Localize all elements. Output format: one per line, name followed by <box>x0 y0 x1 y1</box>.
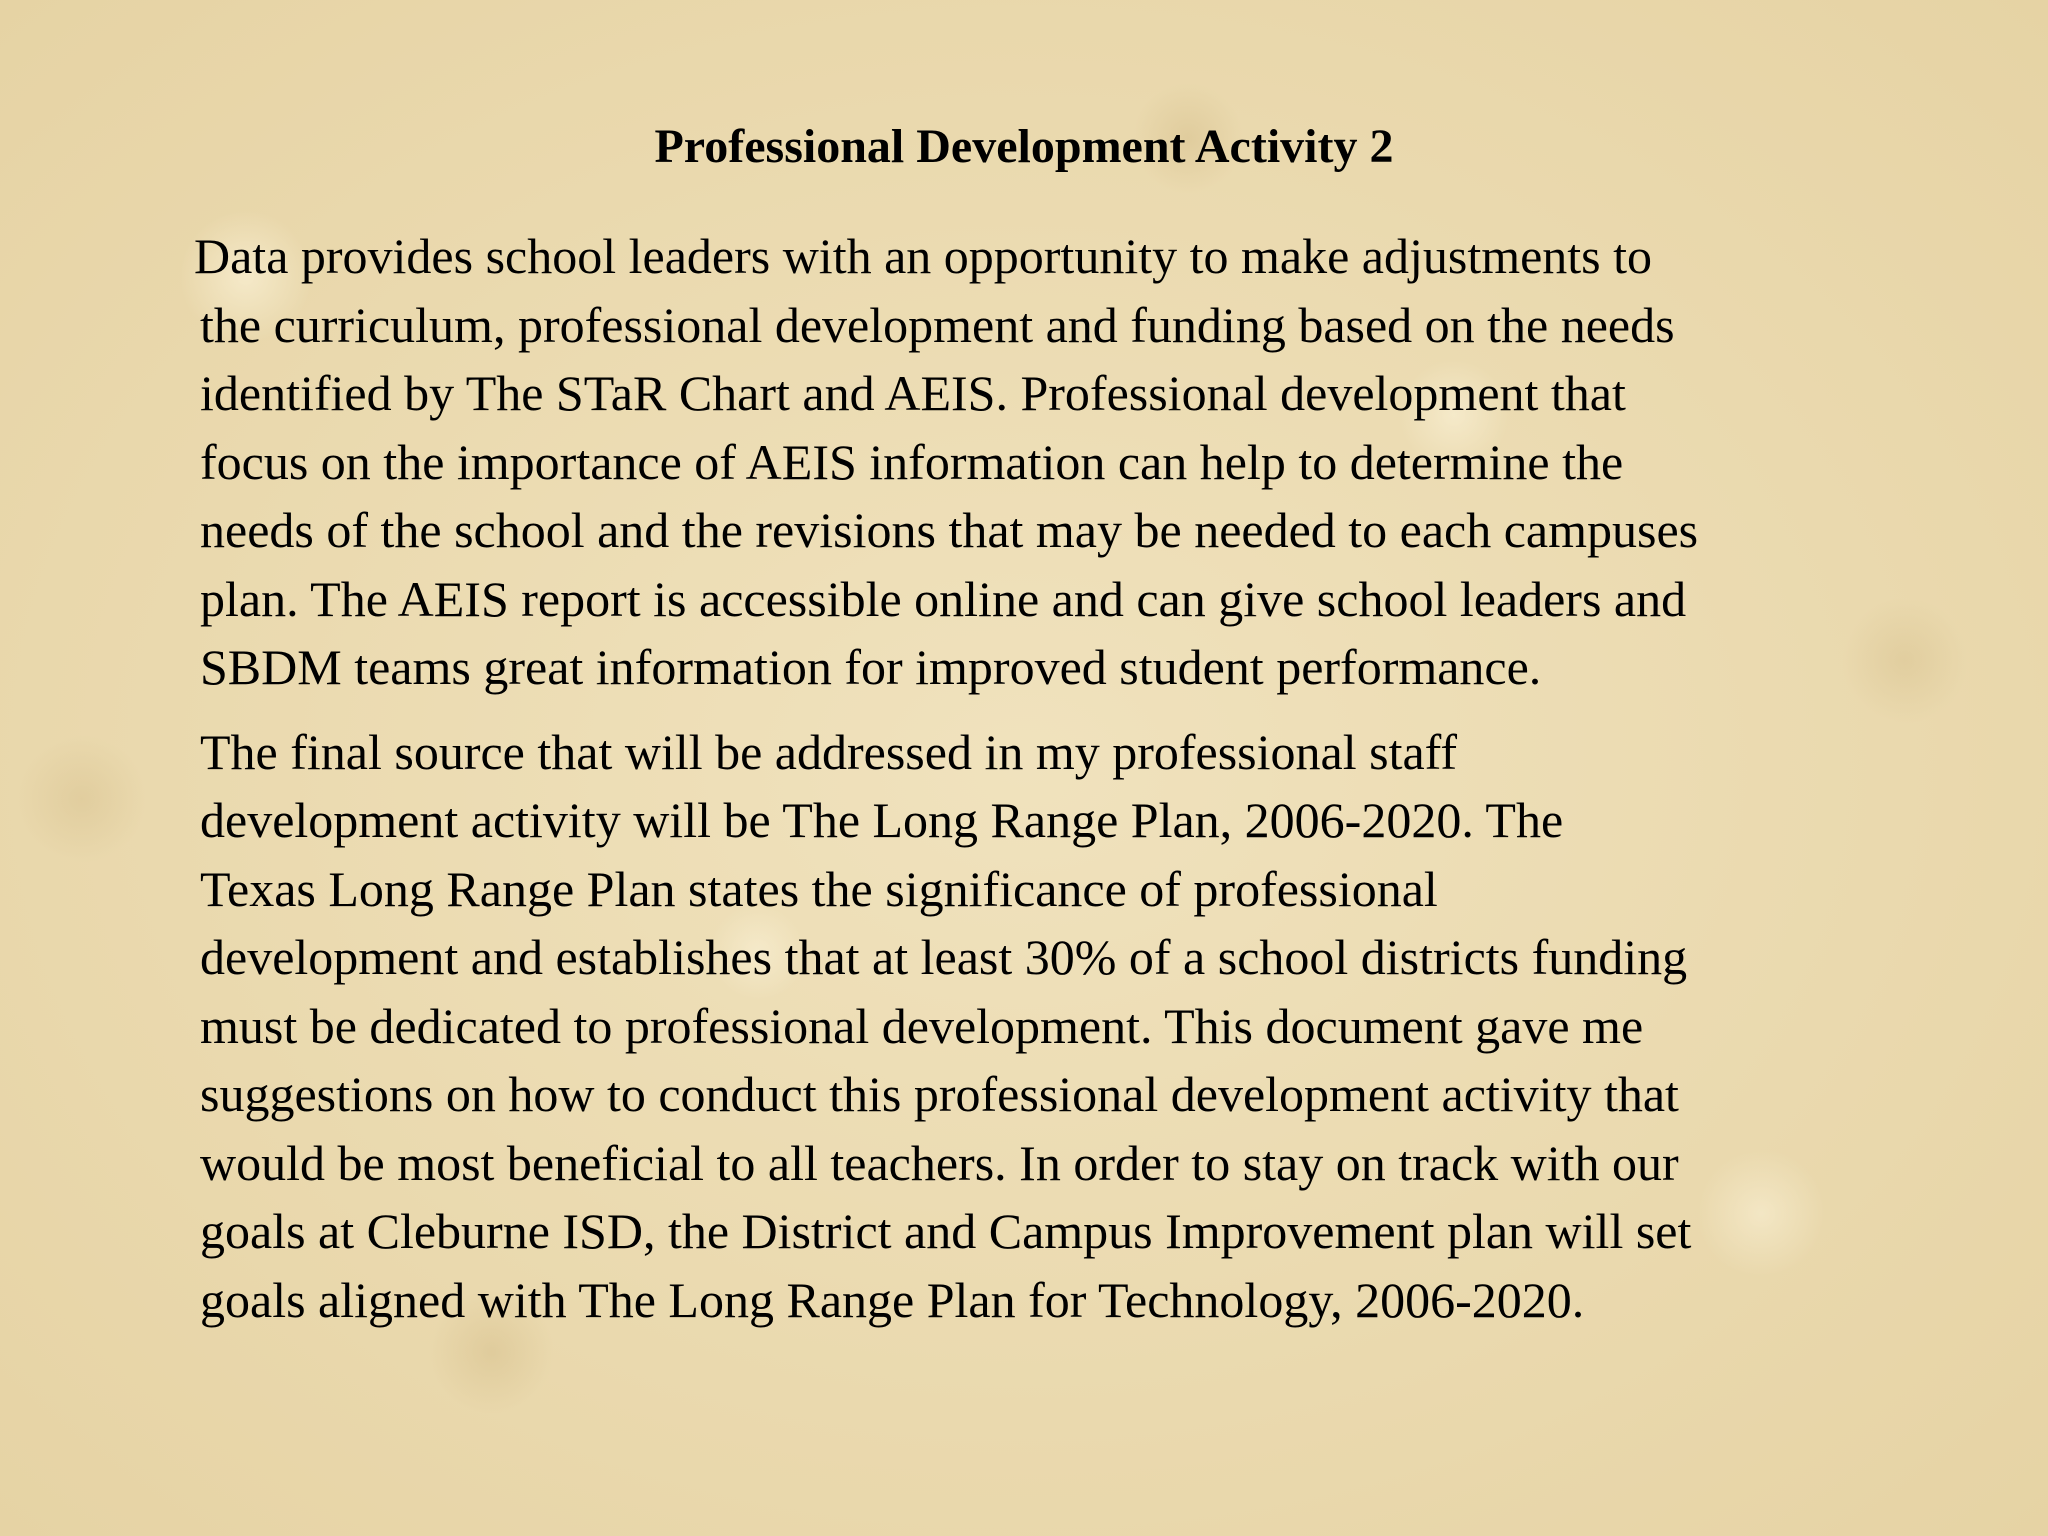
paragraph-line: SBDM teams great information for improved student performance. <box>200 639 1542 695</box>
paragraph-line: goals aligned with The Long Range Plan for Technology, 2006-2020. <box>200 1271 1585 1328</box>
paragraph-line: plan. The AEIS report is accessible online and can give school leaders and <box>200 570 1687 627</box>
paragraph-line: must be dedicated to professional development. This document gave me <box>200 997 1644 1054</box>
paragraph-line: suggestions on how to conduct this professional development activity that <box>200 1066 1679 1122</box>
paragraph-line: focus on the importance of AEIS information can help to determine the <box>200 433 1624 490</box>
paragraph-line: goals at Cleburne ISD, the District and Campus Improvement plan will set <box>200 1203 1692 1259</box>
paragraph-line: development activity will be The Long Range Plan, 2006-2020. The <box>200 792 1564 848</box>
paragraph-line: development and establishes that at least 30% of a school districts funding <box>200 929 1688 985</box>
slide-title: Professional Development Activity 2 <box>654 120 1394 173</box>
paragraph-line: Texas Long Range Plan states the significance of professional <box>200 860 1438 917</box>
paragraph-line: needs of the school and the revisions that may be needed to each campuses <box>200 502 1699 558</box>
paragraph-line: would be most beneficial to all teachers. In order to stay on track with our <box>200 1134 1679 1191</box>
paragraph-line: The final source that will be addressed in my professional staff <box>200 723 1458 780</box>
paragraph-long-range-plan <box>200 718 1940 1335</box>
slide-body <box>194 222 1940 1334</box>
paragraph-line: identified by The STaR Chart and AEIS. Professional development that <box>200 365 1626 421</box>
paragraph-line: the curriculum, professional development and funding based on the needs <box>200 296 1675 353</box>
paragraph-line: Data provides school leaders with an opportunity to make adjustments to <box>194 228 1653 284</box>
paragraph-data-aeis <box>194 222 1940 702</box>
